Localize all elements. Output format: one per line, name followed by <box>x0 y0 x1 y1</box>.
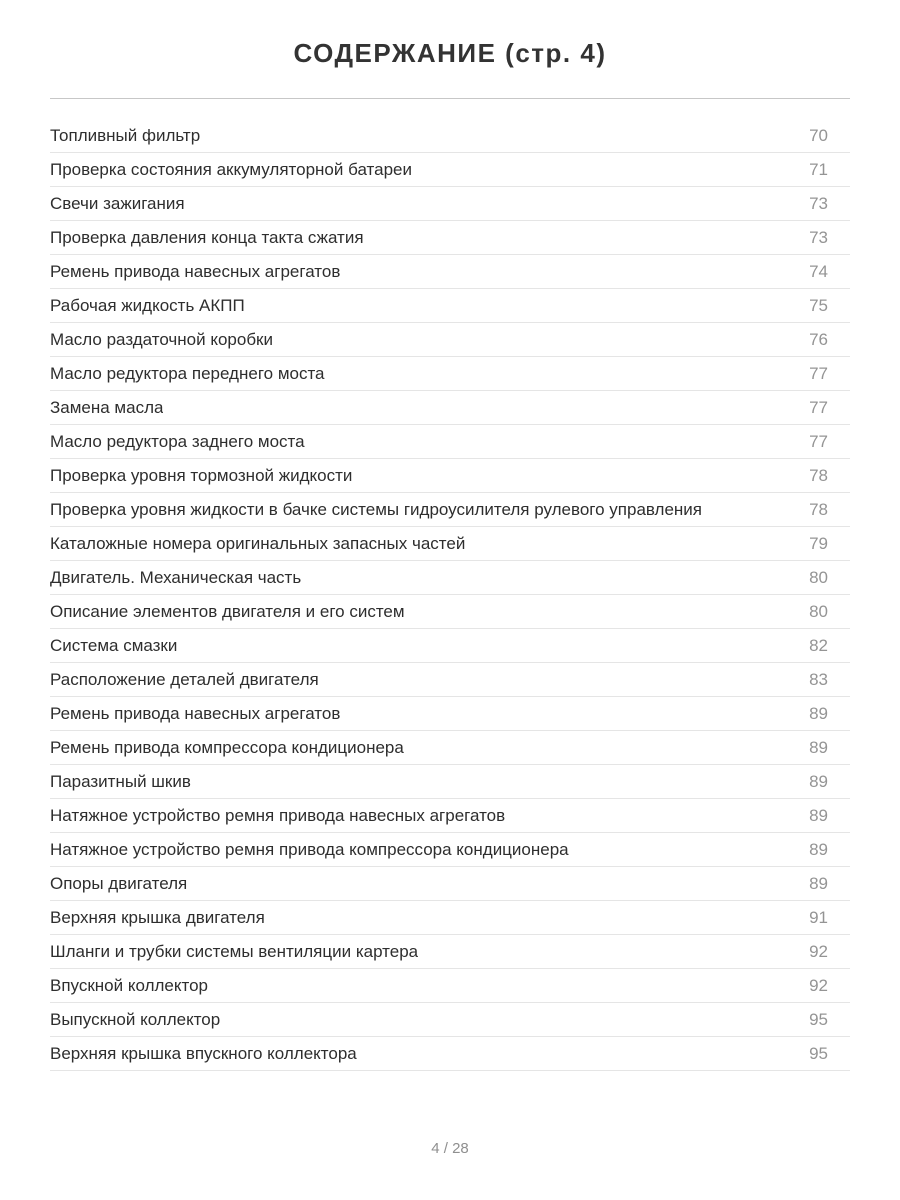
toc-entry[interactable] <box>50 663 850 697</box>
toc-entry[interactable] <box>50 799 850 833</box>
toc-entry[interactable] <box>50 187 850 221</box>
toc-entry-page-number: 80 <box>809 601 828 621</box>
toc-entry-page-number: 89 <box>809 703 828 723</box>
toc-entry-page-number: 76 <box>809 329 828 349</box>
toc-entry-title: Расположение деталей двигателя <box>50 669 319 689</box>
page-title: СОДЕРЖАНИЕ (стр. 4) <box>293 38 607 68</box>
toc-entry-title: Ремень привода навесных агрегатов <box>50 261 341 281</box>
toc-entry[interactable] <box>50 697 850 731</box>
toc-entry-page-number: 70 <box>809 125 828 145</box>
toc-entry-page-number: 89 <box>809 805 828 825</box>
toc-entry-page-number: 95 <box>809 1043 828 1063</box>
toc-entry-title: Проверка состояния аккумуляторной батареи <box>50 159 412 179</box>
toc-entry[interactable] <box>50 595 850 629</box>
toc-entry[interactable] <box>50 901 850 935</box>
toc-entry[interactable] <box>50 323 850 357</box>
toc-entry-page-number: 77 <box>809 363 828 383</box>
toc-entry-title: Описание элементов двигателя и его систем <box>50 601 405 621</box>
toc-entry-page-number: 89 <box>809 839 828 859</box>
toc-entry[interactable] <box>50 629 850 663</box>
toc-entry[interactable] <box>50 289 850 323</box>
toc-entry-page-number: 92 <box>809 941 828 961</box>
toc-entry-page-number: 82 <box>809 635 828 655</box>
toc-entry-page-number: 74 <box>809 261 828 281</box>
toc-entry[interactable] <box>50 1003 850 1037</box>
toc-entry-page-number: 80 <box>809 567 828 587</box>
toc-entry-title: Натяжное устройство ремня привода навесных агрегатов <box>50 805 506 825</box>
toc-entry-page-number: 73 <box>809 193 828 213</box>
toc-entry[interactable] <box>50 391 850 425</box>
toc-entry[interactable] <box>50 833 850 867</box>
toc-entry-title: Проверка уровня жидкости в бачке системы гидроусилителя рулевого управления <box>50 499 703 519</box>
toc-entry-title: Система смазки <box>50 635 178 655</box>
toc-entry-title: Проверка уровня тормозной жидкости <box>50 465 353 485</box>
toc-entry[interactable] <box>50 969 850 1003</box>
toc-entry[interactable] <box>50 1037 850 1071</box>
toc-entry-page-number: 77 <box>809 431 828 451</box>
toc-entry-page-number: 83 <box>809 669 828 689</box>
toc-entry-title: Натяжное устройство ремня привода компрессора кондиционера <box>50 839 569 859</box>
toc-entry-page-number: 89 <box>809 737 828 757</box>
toc-entry-page-number: 91 <box>809 907 828 927</box>
toc-entry-title: Масло раздаточной коробки <box>50 329 273 349</box>
toc-entry-title: Замена масла <box>50 397 164 417</box>
toc-entry-page-number: 77 <box>809 397 828 417</box>
toc-entry[interactable] <box>50 119 850 153</box>
toc-entry-title: Масло редуктора заднего моста <box>50 431 305 451</box>
toc-entry-title: Верхняя крышка двигателя <box>50 907 265 927</box>
toc-entry-title: Ремень привода компрессора кондиционера <box>50 737 404 757</box>
toc-entry[interactable] <box>50 731 850 765</box>
toc-entry-page-number: 95 <box>809 1009 828 1029</box>
toc-entry-title: Двигатель. Механическая часть <box>50 567 302 587</box>
toc-entry[interactable] <box>50 255 850 289</box>
toc-list <box>50 99 850 1071</box>
toc-entry[interactable] <box>50 459 850 493</box>
toc-entry-page-number: 89 <box>809 873 828 893</box>
toc-entry-title: Рабочая жидкость АКПП <box>50 295 245 315</box>
toc-entry-page-number: 75 <box>809 295 828 315</box>
toc-entry[interactable] <box>50 357 850 391</box>
toc-entry-page-number: 78 <box>809 465 828 485</box>
toc-entry-title: Впускной коллектор <box>50 975 208 995</box>
toc-entry-title: Ремень привода навесных агрегатов <box>50 703 341 723</box>
toc-entry-title: Паразитный шкив <box>50 771 191 791</box>
toc-entry-page-number: 92 <box>809 975 828 995</box>
toc-entry-title: Выпускной коллектор <box>50 1009 221 1029</box>
toc-entry-title: Верхняя крышка впускного коллектора <box>50 1043 357 1063</box>
toc-entry-page-number: 78 <box>809 499 828 519</box>
toc-entry-page-number: 73 <box>809 227 828 247</box>
toc-entry-title: Масло редуктора переднего моста <box>50 363 325 383</box>
toc-entry-page-number: 89 <box>809 771 828 791</box>
toc-entry[interactable] <box>50 935 850 969</box>
toc-entry-title: Шланги и трубки системы вентиляции картера <box>50 941 419 961</box>
toc-entry-title: Опоры двигателя <box>50 873 188 893</box>
toc-entry-title: Топливный фильтр <box>50 125 201 145</box>
toc-entry-title: Проверка давления конца такта сжатия <box>50 227 364 247</box>
toc-entry[interactable] <box>50 425 850 459</box>
toc-entry[interactable] <box>50 561 850 595</box>
toc-entry[interactable] <box>50 527 850 561</box>
page-indicator: 4 / 28 <box>431 1140 469 1157</box>
toc-entry-title: Свечи зажигания <box>50 193 185 213</box>
toc-entry-page-number: 79 <box>809 533 828 553</box>
toc-entry[interactable] <box>50 765 850 799</box>
toc-entry[interactable] <box>50 153 850 187</box>
toc-entry-page-number: 71 <box>809 159 828 179</box>
toc-entry[interactable] <box>50 867 850 901</box>
toc-entry[interactable] <box>50 221 850 255</box>
toc-entry-title: Каталожные номера оригинальных запасных частей <box>50 533 466 553</box>
toc-entry[interactable] <box>50 493 850 527</box>
